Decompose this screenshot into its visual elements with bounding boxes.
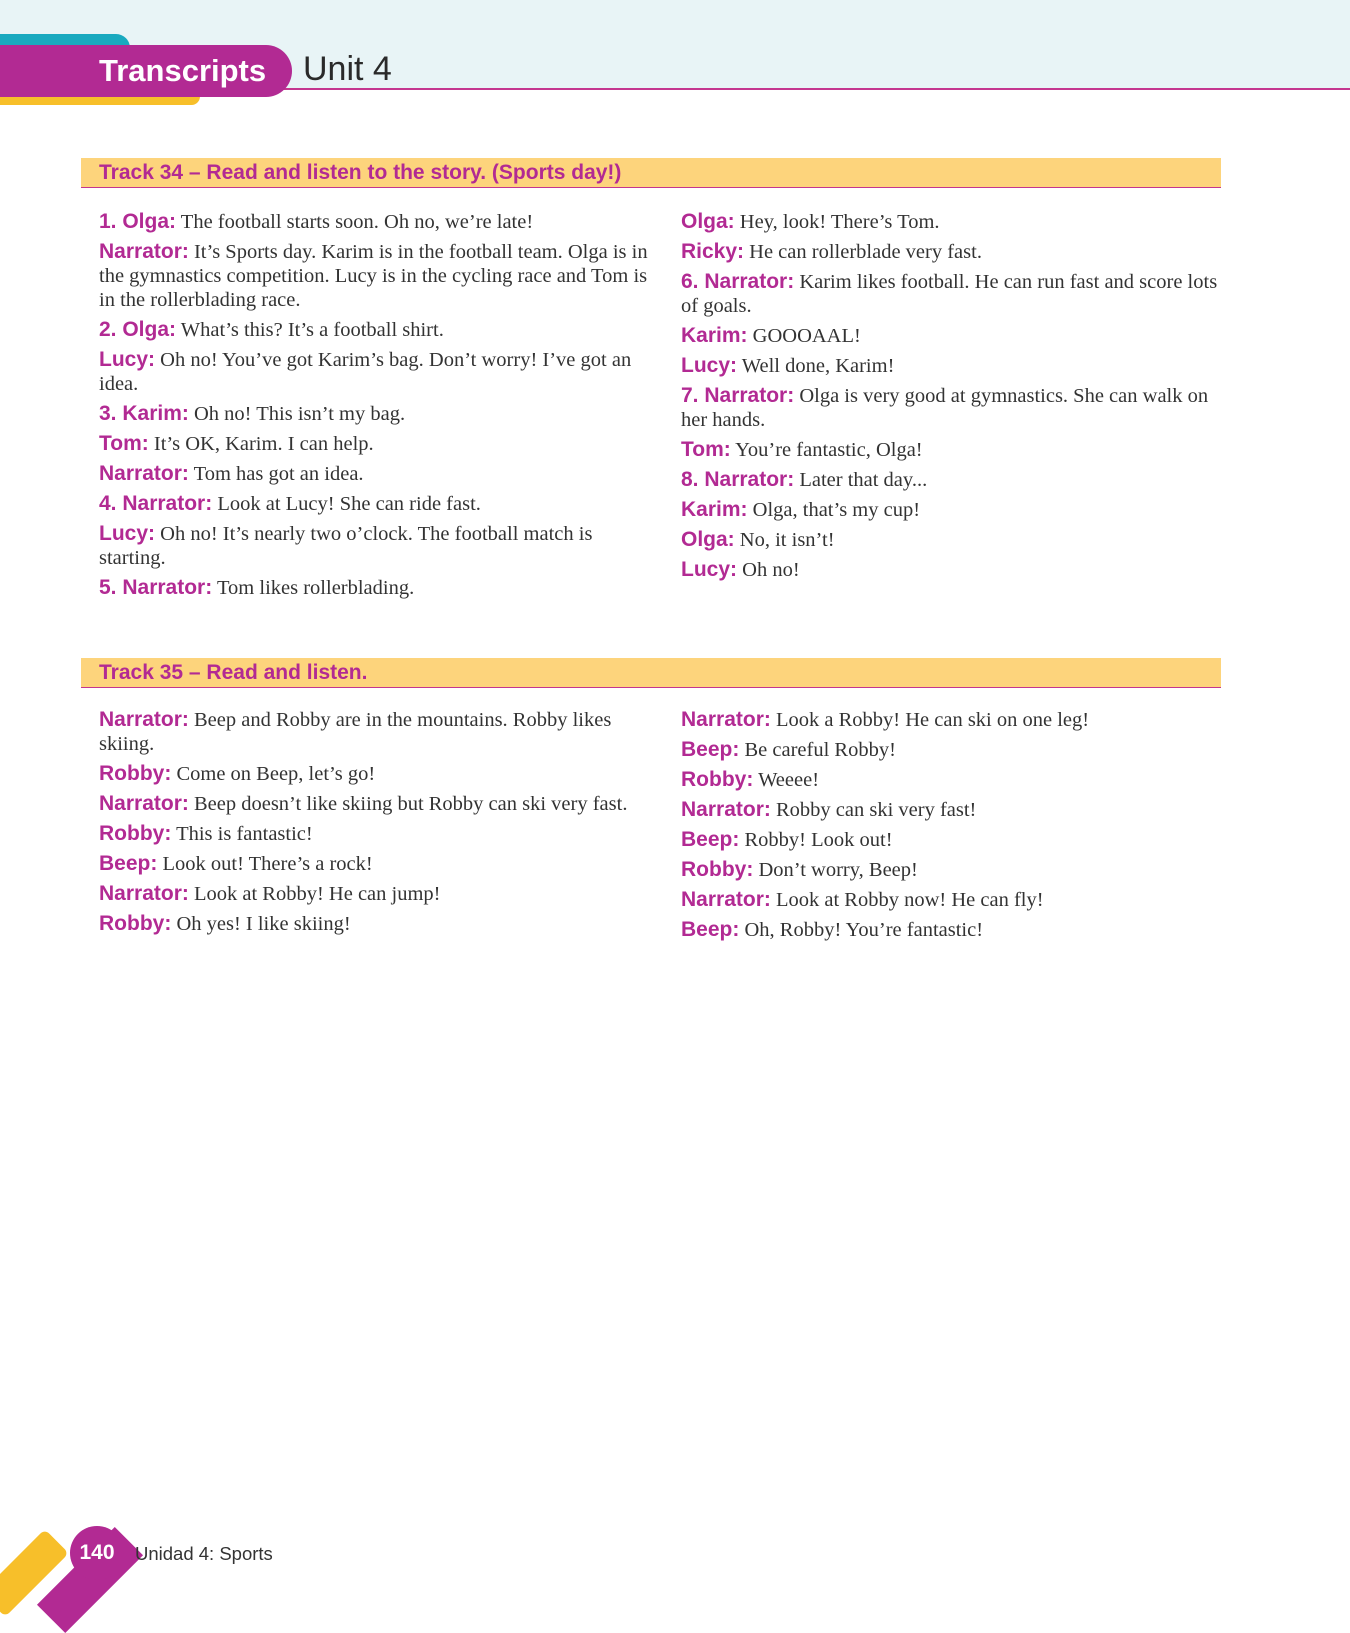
- speaker-label: 8. Narrator:: [681, 468, 795, 491]
- speaker-label: Robby:: [99, 762, 172, 785]
- dialogue-line: [99, 210, 649, 234]
- track-34-title: Track 34 – Read and listen to the story. (Sports day!): [99, 161, 622, 184]
- dialogue-line: [681, 558, 1231, 582]
- dialogue-text: The football starts soon. Oh no, we’re late!: [180, 211, 534, 233]
- dialogue-text: Oh no!: [742, 559, 800, 581]
- unit-title: Unit 4: [303, 50, 392, 88]
- dialogue-line: [681, 438, 1231, 462]
- speaker-label: Robby:: [681, 768, 754, 791]
- dialogue-text: Robby can ski very fast!: [775, 799, 977, 821]
- track-34-right-column: [681, 210, 1231, 588]
- dialogue-text: Look at Robby! He can jump!: [193, 883, 441, 905]
- speaker-label: Olga:: [681, 210, 735, 233]
- dialogue-line: [99, 462, 649, 486]
- speaker-label: Robby:: [99, 822, 172, 845]
- dialogue-text: Well done, Karim!: [741, 355, 895, 377]
- dialogue-line: [99, 522, 649, 570]
- speaker-label: Beep:: [681, 918, 740, 941]
- dialogue-line: [681, 798, 1231, 822]
- dialogue-line: [99, 822, 649, 846]
- speaker-label: Robby:: [681, 858, 754, 881]
- track-34-banner: [81, 158, 1221, 188]
- dialogue-text: This is fantastic!: [176, 823, 313, 845]
- speaker-label: Olga:: [681, 528, 735, 551]
- dialogue-line: [681, 354, 1231, 378]
- dialogue-text: Oh, Robby! You’re fantastic!: [744, 919, 984, 941]
- dialogue-line: [99, 432, 649, 456]
- dialogue-line: [99, 792, 649, 816]
- speaker-label: Ricky:: [681, 240, 745, 263]
- track-35-left-column: [99, 708, 649, 942]
- dialogue-text: He can rollerblade very fast.: [749, 241, 982, 263]
- dialogue-line: [681, 210, 1231, 234]
- dialogue-line: [681, 528, 1231, 552]
- dialogue-line: [99, 492, 649, 516]
- dialogue-text: No, it isn’t!: [739, 529, 835, 551]
- dialogue-text: Beep doesn’t like skiing but Robby can ski very fast.: [193, 793, 628, 815]
- speaker-label: Beep:: [681, 828, 740, 851]
- track-35-banner: [81, 658, 1221, 688]
- dialogue-text: Later that day...: [799, 469, 928, 491]
- dialogue-line: [99, 762, 649, 786]
- dialogue-text: Olga, that’s my cup!: [752, 499, 921, 521]
- speaker-label: Beep:: [99, 852, 158, 875]
- speaker-label: Narrator:: [99, 240, 189, 263]
- dialogue-line: [99, 318, 649, 342]
- dialogue-line: [681, 708, 1231, 732]
- track-35-right-column: [681, 708, 1231, 948]
- dialogue-line: [681, 888, 1231, 912]
- dialogue-line: [681, 738, 1231, 762]
- speaker-label: Karim:: [681, 324, 748, 347]
- speaker-label: 1. Olga:: [99, 210, 177, 233]
- dialogue-line: [681, 858, 1231, 882]
- dialogue-text: Robby! Look out!: [744, 829, 893, 851]
- dialogue-text: Oh no! You’ve got Karim’s bag. Don’t worry! I’ve got an idea.: [99, 349, 632, 395]
- speaker-label: Narrator:: [99, 882, 189, 905]
- dialogue-text: It’s Sports day. Karim is in the football team. Olga is in the gymnastics competition. Lucy is in the cycling race and Tom is in the rollerblading race.: [99, 241, 648, 311]
- header-rule: [280, 88, 1350, 90]
- dialogue-text: Look a Robby! He can ski on one leg!: [775, 709, 1090, 731]
- dialogue-line: [99, 240, 649, 312]
- speaker-label: 4. Narrator:: [99, 492, 213, 515]
- dialogue-line: [681, 918, 1231, 942]
- dialogue-text: Hey, look! There’s Tom.: [739, 211, 940, 233]
- speaker-label: Lucy:: [681, 558, 738, 581]
- dialogue-text: Tom likes rollerblading.: [216, 577, 415, 599]
- dialogue-text: What’s this? It’s a football shirt.: [180, 319, 444, 341]
- dialogue-line: [681, 498, 1231, 522]
- dialogue-text: Tom has got an idea.: [193, 463, 364, 485]
- dialogue-text: Oh yes! I like skiing!: [176, 913, 351, 935]
- speaker-label: Tom:: [681, 438, 731, 461]
- dialogue-text: Karim likes football. He can run fast and score lots of goals.: [681, 271, 1218, 317]
- dialogue-text: It’s OK, Karim. I can help.: [153, 433, 374, 455]
- dialogue-text: Olga is very good at gymnastics. She can walk on her hands.: [681, 385, 1209, 431]
- speaker-label: Narrator:: [681, 888, 771, 911]
- speaker-label: Beep:: [681, 738, 740, 761]
- dialogue-text: Weeee!: [758, 769, 820, 791]
- speaker-label: 5. Narrator:: [99, 576, 213, 599]
- dialogue-line: [99, 402, 649, 426]
- dialogue-line: [99, 708, 649, 756]
- speaker-label: Narrator:: [99, 792, 189, 815]
- footer-label: Unidad 4: Sports: [135, 1543, 273, 1564]
- speaker-label: Tom:: [99, 432, 149, 455]
- speaker-label: Lucy:: [99, 522, 156, 545]
- dialogue-text: Don’t worry, Beep!: [758, 859, 918, 881]
- dialogue-line: [681, 384, 1231, 432]
- dialogue-line: [681, 270, 1231, 318]
- dialogue-line: [99, 852, 649, 876]
- dialogue-line: [99, 348, 649, 396]
- speaker-label: 7. Narrator:: [681, 384, 795, 407]
- speaker-label: Karim:: [681, 498, 748, 521]
- speaker-label: Narrator:: [681, 708, 771, 731]
- speaker-label: Narrator:: [681, 798, 771, 821]
- dialogue-line: [99, 912, 649, 936]
- speaker-label: Narrator:: [99, 462, 189, 485]
- dialogue-text: Come on Beep, let’s go!: [176, 763, 376, 785]
- dialogue-text: Be careful Robby!: [744, 739, 896, 761]
- dialogue-text: You’re fantastic, Olga!: [735, 439, 923, 461]
- speaker-label: Lucy:: [681, 354, 738, 377]
- dialogue-line: [681, 324, 1231, 348]
- speaker-label: Narrator:: [99, 708, 189, 731]
- track-34-left-column: [99, 210, 649, 606]
- track-35-title: Track 35 – Read and listen.: [99, 661, 368, 684]
- speaker-label: 3. Karim:: [99, 402, 189, 425]
- dialogue-line: [681, 828, 1231, 852]
- speaker-label: 6. Narrator:: [681, 270, 795, 293]
- speaker-label: Robby:: [99, 912, 172, 935]
- dialogue-text: Oh no! This isn’t my bag.: [194, 403, 406, 425]
- dialogue-line: [681, 240, 1231, 264]
- dialogue-text: GOOOAAL!: [752, 325, 861, 347]
- speaker-label: Lucy:: [99, 348, 156, 371]
- dialogue-line: [99, 576, 649, 600]
- page-number: 140: [79, 1541, 115, 1564]
- dialogue-text: Oh no! It’s nearly two o’clock. The football match is starting.: [99, 523, 593, 569]
- dialogue-text: Look out! There’s a rock!: [162, 853, 373, 875]
- dialogue-line: [681, 768, 1231, 792]
- speaker-label: 2. Olga:: [99, 318, 177, 341]
- dialogue-text: Beep and Robby are in the mountains. Robby likes skiing.: [99, 709, 612, 755]
- section-title: Transcripts: [99, 53, 267, 88]
- dialogue-text: Look at Lucy! She can ride fast.: [217, 493, 481, 515]
- dialogue-line: [681, 468, 1231, 492]
- dialogue-text: Look at Robby now! He can fly!: [775, 889, 1044, 911]
- dialogue-line: [99, 882, 649, 906]
